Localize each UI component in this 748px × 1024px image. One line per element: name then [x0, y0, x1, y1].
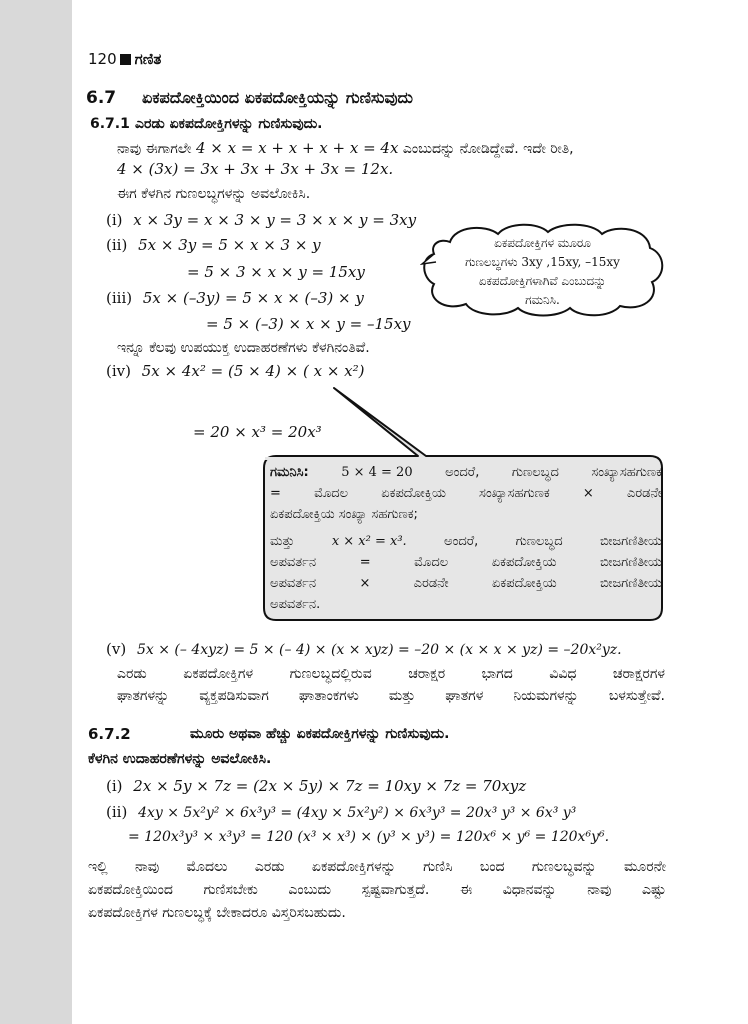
observe-2-text: ಕೆಳಗಿನ ಉದಾಹರಣೆಗಳನ್ನು ಅವಲೋಕಿಸಿ. [88, 751, 272, 767]
intro-line-2: 4 × (3x) = 3x + 3x + 3x + 3x = 12x. [117, 160, 394, 178]
closing-line-1: ಇಲ್ಲಿ ನಾವು ಮೊದಲು ಎರಡು ಏಕಪದೋಕ್ತಿಗಳನ್ನು ಗುಣಿಸಿ ಬಂದ ಗುಣಲಬ್ಧವನ್ನು ಮೂರನೇ [88, 859, 666, 875]
note-row-4: ಮತ್ತು x × x² = x³. ಅಂದರೆ, ಗುಣಲಬ್ಧದ ಬೀಜಗಣಿತೀಯ [270, 534, 662, 549]
square-bullet-icon [120, 54, 131, 65]
more-examples-text: ಇನ್ನೂ ಕೆಲವು ಉಪಯುಕ್ತ ಉದಾಹರಣೆಗಳು ಕೆಳಗಿನಂತಿವೆ. [117, 340, 370, 356]
example-ii: (ii) 5x × 3y = 5 × x × 3 × y [106, 236, 321, 254]
subsection-number: 6.7.1 [90, 116, 130, 132]
cloud-note: ಏಕಪದೋಕ್ತಿಗಳ ಮೂರೂ ಗುಣಲಬ್ಧಗಳು 3xy ,15xy, –15xy ಏಕಪದೋಕ್ತಿಗಳಾಗಿವೆ ಎಂಬುದನ್ನು ಗಮನಿಸಿ. [465, 236, 620, 307]
page-header [88, 50, 161, 68]
example-iii-cont: = 5 × (–3) × x × y = –15xy [206, 315, 411, 333]
page-margin-gutter [0, 0, 72, 1024]
example-v: (v) 5x × (– 4xyz) = 5 × (– 4) × (x × xyz) = –20 × (x × x × yz) = –20x²yz. [106, 640, 622, 658]
note-row-5: ಅಪವರ್ತನ = ಮೊದಲ ಏಕಪದೋಕ್ತಿಯ ಬೀಜಗಣಿತೀಯ [270, 555, 662, 570]
example-b-ii-cont: = 120x³y³ × x³y³ = 120 (x³ × x³) × (y³ × y³) = 120x⁶ × y⁶ = 120x⁶y⁶. [128, 829, 610, 845]
note-row-2: = ಮೊದಲ ಏಕಪದೋಕ್ತಿಯ ಸಂಖ್ಯಾಸಹಗುಣಕ × ಎರಡನೇ [270, 486, 662, 501]
example-i: (i) x × 3y = x × 3 × y = 3 × x × y = 3xy [106, 211, 417, 229]
example-ii-cont: = 5 × 3 × x × y = 15xy [187, 263, 365, 281]
intro-line-1: ನಾವು ಈಗಾಗಲೇ 4 × x = x + x + x + x = 4x ಎಂಬುದನ್ನು ನೋಡಿದ್ದೇವೆ. ಇದೇ ರೀತಿ, [117, 139, 574, 157]
example-v-text-2: ಘಾತಗಳನ್ನು ವ್ಯಕ್ತಪಡಿಸುವಾಗ ಘಾತಾಂಕಗಳು ಮತ್ತು ಘಾತಗಳ ನಿಯಮಗಳನ್ನು ಬಳಸುತ್ತೇವೆ. [117, 688, 665, 704]
example-b-i: (i) 2x × 5y × 7z = (2x × 5y) × 7z = 10xy × 7z = 70xyz [106, 777, 527, 795]
note-content [270, 462, 662, 615]
section-number: 6.7 [86, 88, 117, 108]
example-iv: (iv) 5x × 4x² = (5 × 4) × ( x × x²) [106, 362, 365, 380]
closing-line-2: ಏಕಪದೋಕ್ತಿಯಿಂದ ಗುಣಿಸಬೇಕು ಎಂಬುದು ಸ್ಪಷ್ಟವಾಗುತ್ತದೆ. ಈ ವಿಧಾನವನ್ನು ನಾವು ಎಷ್ಟು [88, 882, 666, 898]
example-iv-result: = 20 × x³ = 20x³ [193, 423, 322, 441]
example-v-text-1: ಎರಡು ಏಕಪದೋಕ್ತಿಗಳ ಗುಣಲಬ್ಧದಲ್ಲಿರುವ ಚರಾಕ್ಷರ ಭಾಗದ ವಿವಿಧ ಚರಾಕ್ಷರಗಳ [117, 666, 665, 682]
note-row-7: ಅಪವರ್ತನ. [270, 597, 321, 612]
note-row-1: ಗಮನಿಸಿ: 5 × 4 = 20 ಅಂದರೆ, ಗುಣಲಬ್ಧದ ಸಂಖ್ಯಾಸಹಗುಣಕ [270, 465, 662, 480]
example-b-ii: (ii) 4xy × 5x²y² × 6x³y³ = (4xy × 5x²y²) × 6x³y³ = 20x³ y³ × 6x³ y³ [106, 803, 577, 821]
closing-line-3: ಏಕಪದೋಕ್ತಿಗಳ ಗುಣಲಬ್ಧಕ್ಕೆ ಬೇಕಾದರೂ ವಿಸ್ತರಿಸಬಹುದು. [88, 905, 346, 921]
subsection-2-title: ಮೂರು ಅಥವಾ ಹೆಚ್ಚು ಏಕಪದೋಕ್ತಿಗಳನ್ನು ಗುಣಿಸುವುದು. [190, 726, 450, 742]
observe-text: ಈಗ ಕೆಳಗಿನ ಗುಣಲಬ್ಧಗಳನ್ನು ಅವಲೋಕಿಸಿ. [117, 186, 311, 202]
note-row-6: ಅಪವರ್ತನ × ಎರಡನೇ ಏಕಪದೋಕ್ತಿಯ ಬೀಜಗಣಿತೀಯ [270, 576, 662, 591]
page-number: 120 [88, 50, 117, 68]
book-title: ಗಣಿತ [134, 50, 162, 68]
example-iii: (iii) 5x × (–3y) = 5 × x × (–3) × y [106, 289, 364, 307]
section-title: ಏಕಪದೋಕ್ತಿಯಿಂದ ಏಕಪದೋಕ್ತಿಯನ್ನು ಗುಣಿಸುವುದು [142, 88, 413, 107]
subsection-2-number: 6.7.2 [88, 725, 131, 743]
note-row-3: ಏಕಪದೋಕ್ತಿಯ ಸಂಖ್ಯಾ ಸಹಗುಣಕ; [270, 507, 418, 522]
subsection-title: ಎರಡು ಏಕಪದೋಕ್ತಿಗಳನ್ನು ಗುಣಿಸುವುದು. [135, 116, 323, 132]
